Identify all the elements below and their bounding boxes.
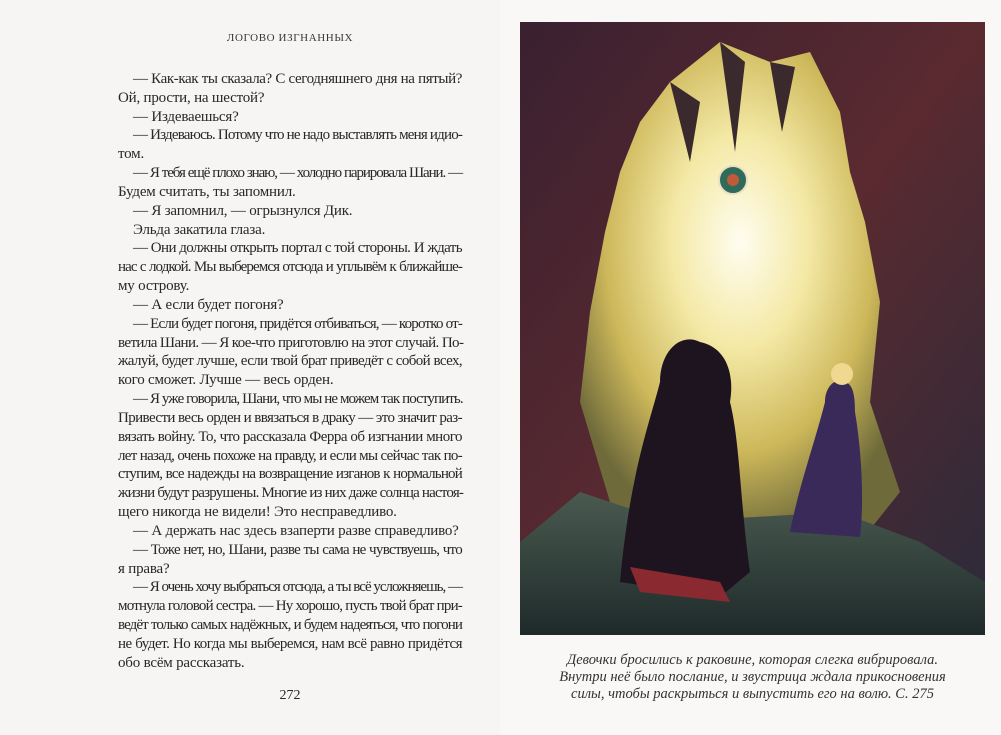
text-line: кого сможет. Лучше — весь орден.	[118, 372, 334, 389]
text-line: лет назад, очень похоже на правду, и если мы сейчас так по-	[118, 447, 462, 464]
cave-illustration	[520, 22, 985, 635]
text-line: — Издеваюсь. Потому что не надо выставлять меня идио-	[133, 127, 463, 144]
text-line: — Я очень хочу выбраться отсюда, а ты всё усложняешь, —	[133, 579, 462, 596]
text-line: ведёт только самых надёжных, и будем надеяться, что погони	[118, 617, 462, 634]
caption-line: Девочки бросились к раковине, которая слегка вибрировала.	[567, 652, 938, 668]
text-line: — А держать нас здесь взаперти разве справедливо?	[133, 522, 459, 539]
text-line: ветила Шани. — Я кое-что приготовлю на этот случай. По-	[118, 334, 464, 351]
text-line: Будем считать, ты запомнил.	[118, 183, 296, 200]
text-line: — Я уже говорила, Шани, что мы не можем так поступить.	[133, 391, 463, 408]
text-line: — Я тебя ещё плохо знаю, — холодно парировала Шани. —	[133, 165, 462, 182]
text-line: ступим, все надежды на возвращение изганов к нормальной	[118, 466, 462, 483]
left-page	[0, 0, 500, 735]
text-line: Привести весь орден и ввязаться в драку — это значит раз-	[118, 409, 462, 426]
body-text	[118, 70, 462, 673]
shell-center	[727, 174, 739, 186]
illustration-caption	[520, 652, 985, 703]
text-line: — А если будет погоня?	[133, 296, 284, 313]
caption-line: силы, чтобы раскрыться и выпустить его на волю. С. 275	[571, 686, 934, 702]
text-line: — Они должны открыть портал с той стороны. И ждать	[133, 240, 462, 257]
text-line: Ой, прости, на шестой?	[118, 89, 265, 106]
text-line: я права?	[118, 560, 170, 577]
text-line: Эльда закатила глаза.	[133, 221, 266, 238]
text-line: мотнула головой сестра. — Ну хорошо, пусть твой брат при-	[118, 598, 462, 615]
text-line: вязать войну. То, что рассказала Ферра об изгнании много	[118, 428, 462, 445]
text-line: жизни будут разрушены. Многие из них даже солнца настоя-	[118, 485, 464, 502]
page-number: 272	[279, 688, 301, 703]
text-line: — Как-как ты сказала? С сегодняшнего дня на пятый?	[133, 71, 462, 87]
text-line: — Если будет погоня, придётся отбиваться, — коротко от-	[133, 315, 463, 332]
blonde-girl-head	[831, 363, 853, 385]
text-line: не будет. Но когда мы выберемся, нам всё равно придётся	[118, 635, 462, 652]
text-line: — Издеваешься?	[133, 108, 239, 125]
text-line: обо всём рассказать.	[118, 654, 245, 671]
text-line: му острову.	[118, 278, 190, 295]
running-head: ЛОГОВО ИЗГНАННЫХ	[226, 32, 354, 44]
text-line: жалуй, будет лучше, если твой брат приведёт с собой всех,	[118, 353, 462, 370]
caption-line: Внутри неё было послание, и звустрица ждала прикосновения	[559, 669, 946, 685]
text-line: том.	[118, 146, 145, 163]
text-line: — Тоже нет, но, Шани, разве ты сама не чувствуешь, что	[133, 541, 462, 558]
text-line: нас с лодкой. Мы выберемся отсюда и уплывём к ближайше-	[118, 259, 462, 276]
text-line: щего никогда не видели! Это несправедливо.	[118, 504, 397, 521]
text-line: — Я запомнил, — огрызнулся Дик.	[133, 202, 353, 219]
